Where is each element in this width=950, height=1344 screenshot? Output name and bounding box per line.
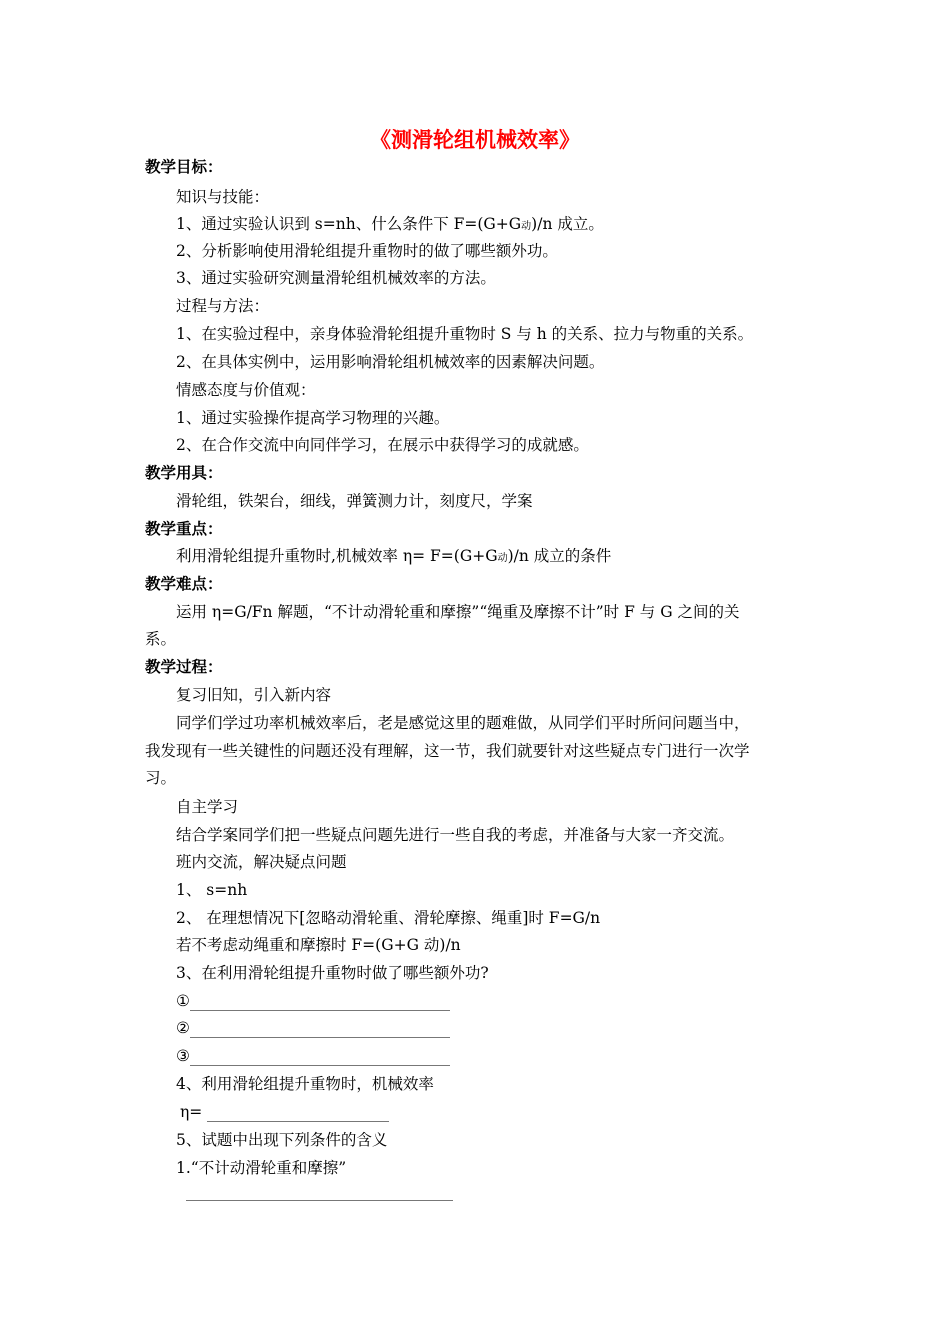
- intro-paragraph-line-1: 同学们学过功率机械效率后，老是感觉这里的题难做，从同学们平时所问问题当中，: [176, 714, 750, 732]
- question-2: 2、 在理想情况下[忽略动滑轮重、滑轮摩擦、绳重]时 F=G/n: [176, 909, 601, 927]
- tools-heading: 教学用具：: [145, 464, 223, 482]
- goals-heading: 教学目标：: [145, 158, 223, 176]
- process-item-1: 1、在实验过程中，亲身体验滑轮组提升重物时 S 与 h 的关系、拉力与物重的关系。: [176, 325, 754, 343]
- review-title: 复习旧知，引入新内容: [176, 686, 332, 704]
- question-5: 5、试题中出现下列条件的含义: [176, 1131, 388, 1149]
- efficiency-blank: η=: [180, 1102, 389, 1122]
- emotion-heading: 情感态度与价值观：: [176, 381, 316, 399]
- self-study-title: 自主学习: [176, 798, 239, 816]
- process-heading: 教学过程：: [145, 658, 223, 676]
- difficulty-heading: 教学难点：: [145, 575, 223, 593]
- knowledge-item-1: 1、通过实验认识到 s=nh、什么条件下 F=(G+G动)/n 成立。: [176, 215, 604, 233]
- process-item-2: 2、在具体实例中，运用影响滑轮组机械效率的因素解决问题。: [176, 353, 605, 371]
- key-heading: 教学重点：: [145, 520, 223, 538]
- difficulty-line-1: 运用 η=G/Fn 解题，“不计动滑轮重和摩擦”“绳重及摩擦不计”时 F 与 G 之间的关: [176, 603, 740, 621]
- answer-blank-2: ②: [176, 1018, 450, 1038]
- knowledge-heading: 知识与技能：: [176, 188, 270, 206]
- question-5-item-1: 1.“不计动滑轮重和摩擦”: [176, 1159, 347, 1177]
- knowledge-item-3: 3、通过实验研究测量滑轮组机械效率的方法。: [176, 269, 496, 287]
- emotion-item-2: 2、在合作交流中向同伴学习，在展示中获得学习的成就感。: [176, 436, 589, 454]
- question-1: 1、 s=nh: [176, 881, 248, 899]
- self-study-text: 结合学案同学们把一些疑点问题先进行一些自我的考虑，并准备与大家一齐交流。: [176, 826, 735, 844]
- intro-paragraph-line-3: 习。: [145, 769, 177, 787]
- page-title: 《测滑轮组机械效率》: [370, 128, 580, 152]
- answer-line: [186, 1200, 453, 1201]
- answer-blank-1: ①: [176, 991, 450, 1011]
- emotion-item-1: 1、通过实验操作提高学习物理的兴趣。: [176, 409, 450, 427]
- exchange-title: 班内交流，解决疑点问题: [176, 853, 347, 871]
- knowledge-item-2: 2、分析影响使用滑轮组提升重物时的做了哪些额外功。: [176, 242, 558, 260]
- question-3: 3、在利用滑轮组提升重物时做了哪些额外功?: [176, 964, 489, 982]
- question-2b: 若不考虑动绳重和摩擦时 F=(G+G 动)/n: [176, 936, 461, 954]
- difficulty-line-2: 系。: [145, 630, 177, 648]
- tools-text: 滑轮组，铁架台，细线，弹簧测力计，刻度尺，学案: [176, 492, 533, 510]
- process-method-heading: 过程与方法：: [176, 297, 270, 315]
- intro-paragraph-line-2: 我发现有一些关键性的问题还没有理解，这一节，我们就要针对这些疑点专门进行一次学: [145, 742, 750, 760]
- question-4: 4、利用滑轮组提升重物时，机械效率: [176, 1075, 434, 1093]
- key-text: 利用滑轮组提升重物时,机械效率 η= F=(G+G动)/n 成立的条件: [176, 547, 612, 565]
- answer-blank-3: ③: [176, 1046, 450, 1066]
